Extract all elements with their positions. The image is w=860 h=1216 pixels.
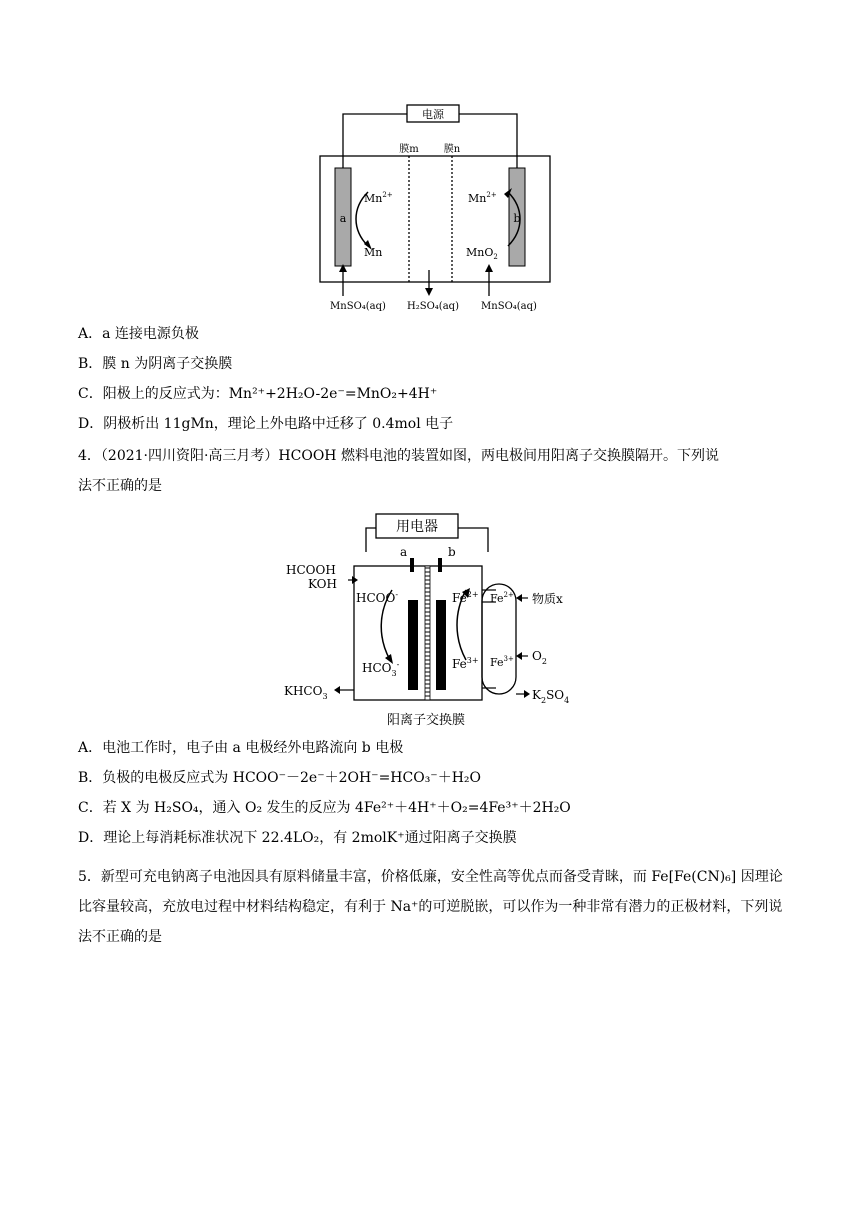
electrode-a [410,558,414,572]
q4-stem-line2: 法不正确的是 [78,478,162,494]
membrane-m-label: 膜m [399,144,419,155]
electrode-a-label: a [339,212,347,225]
q4-option-d: D．理论上每消耗标准状况下 22.4LO₂，有 2molK⁺通过阳离子交换膜 [78,830,517,846]
membrane-caption: 阳离子交换膜 [386,713,466,728]
figure-fuel-cell [270,510,590,732]
anode-product-label: $HCO_3^-$ [362,660,400,678]
q4-stem-line1: 4．（2021·四川资阳·高三月考）HCOOH 燃料电池的装置如图，两电极间用阳离子交换膜隔开。下列说 [78,448,719,464]
k2so4-out-arrow [524,690,530,698]
q5-stem: 5．新型可充电钠离子电池因具有原料储量丰富，价格低廉，安全性高等优点而备受青睐，而 Fe[Fe(CN)₆] 因理论比容量较高，充放电过程中材料结构稳定，有利于 Na⁺的可逆脱嵌，可以作为一种非常有潜力的正极材料，下列说法不正确的是 [78,869,783,945]
q3-option-b: B．膜 n 为阴离子交换膜 [78,356,233,372]
feed-hcooh-label: HCOOH [286,563,336,577]
wire-a [366,528,376,552]
anode-plate [408,600,418,690]
inlet-right-arrow [485,264,493,272]
q4-option-a: A．电池工作时，电子由 a 电极经外电路流向 b 电极 [78,740,404,756]
right-ion-label: $Mn^{2+}$ [468,191,497,205]
inlet-mid-label: H₂SO₄(aq) [407,301,459,312]
device-label: 用电器 [396,519,438,535]
q3-option-c: C．阳极上的反应式为：Mn²⁺+2H₂O-2e⁻=MnO₂+4H⁺ [78,386,438,402]
q4-option-c: C．若 X 为 H₂SO₄，通入 O₂ 发生的反应为 4Fe²⁺＋4H⁺＋O₂=4Fe³⁺＋2H₂O [78,800,571,816]
loop-fe2-label: $Fe^{2+}$ [490,591,514,605]
oxygen-arrow [516,652,522,660]
electrode-b-label: b [448,545,456,559]
substance-x-arrow [516,594,522,602]
substance-x-label: 物质x [532,592,563,606]
inlet-right-label: MnSO₄(aq) [481,301,537,312]
khco3-out-arrow [334,686,340,694]
wire-right [459,114,517,168]
inlet-left-label: MnSO₄(aq) [330,301,386,312]
anode-reactant-label: HCOO- [356,590,399,605]
k2so4-label: $K_2SO_4$ [532,688,570,705]
electrode-b [438,558,442,572]
electrode-b-label: b [513,212,521,225]
cathode-plate [436,600,446,690]
right-product-label: MnO$_2$ [466,246,498,261]
loop-fe3-label: $Fe^{3+}$ [490,655,514,669]
wire-b [458,528,488,552]
left-ion-label: $Mn^{2+}$ [364,191,393,205]
cation-exchange-membrane [425,566,430,700]
electrode-a-label: a [400,545,408,559]
cathode-fe2-label: $Fe^{2+}$ [452,590,479,605]
q3-option-d: D．阴极析出 11gMn，理论上外电路中迁移了 0.4mol 电子 [78,416,454,432]
feed-in-arrow [352,576,358,584]
power-label: 电源 [422,108,444,121]
wire-left [343,114,407,168]
cathode-fe3-label: $Fe^{3+}$ [452,656,479,671]
khco3-label: $KHCO_3$ [284,684,328,701]
oxygen-label: $O_2$ [532,649,547,666]
outlet-mid-arrow [425,288,433,296]
membrane-n-label: 膜n [443,144,461,155]
figure-electrolysis-cell [310,100,560,315]
left-product-label: Mn [364,246,383,259]
q3-option-a: A．a 连接电源负极 [78,326,199,342]
feed-koh-label: KOH [308,577,337,591]
q4-option-b: B．负极的电极反应式为 HCOO⁻－2e⁻＋2OH⁻=HCO₃⁻＋H₂O [78,770,481,786]
